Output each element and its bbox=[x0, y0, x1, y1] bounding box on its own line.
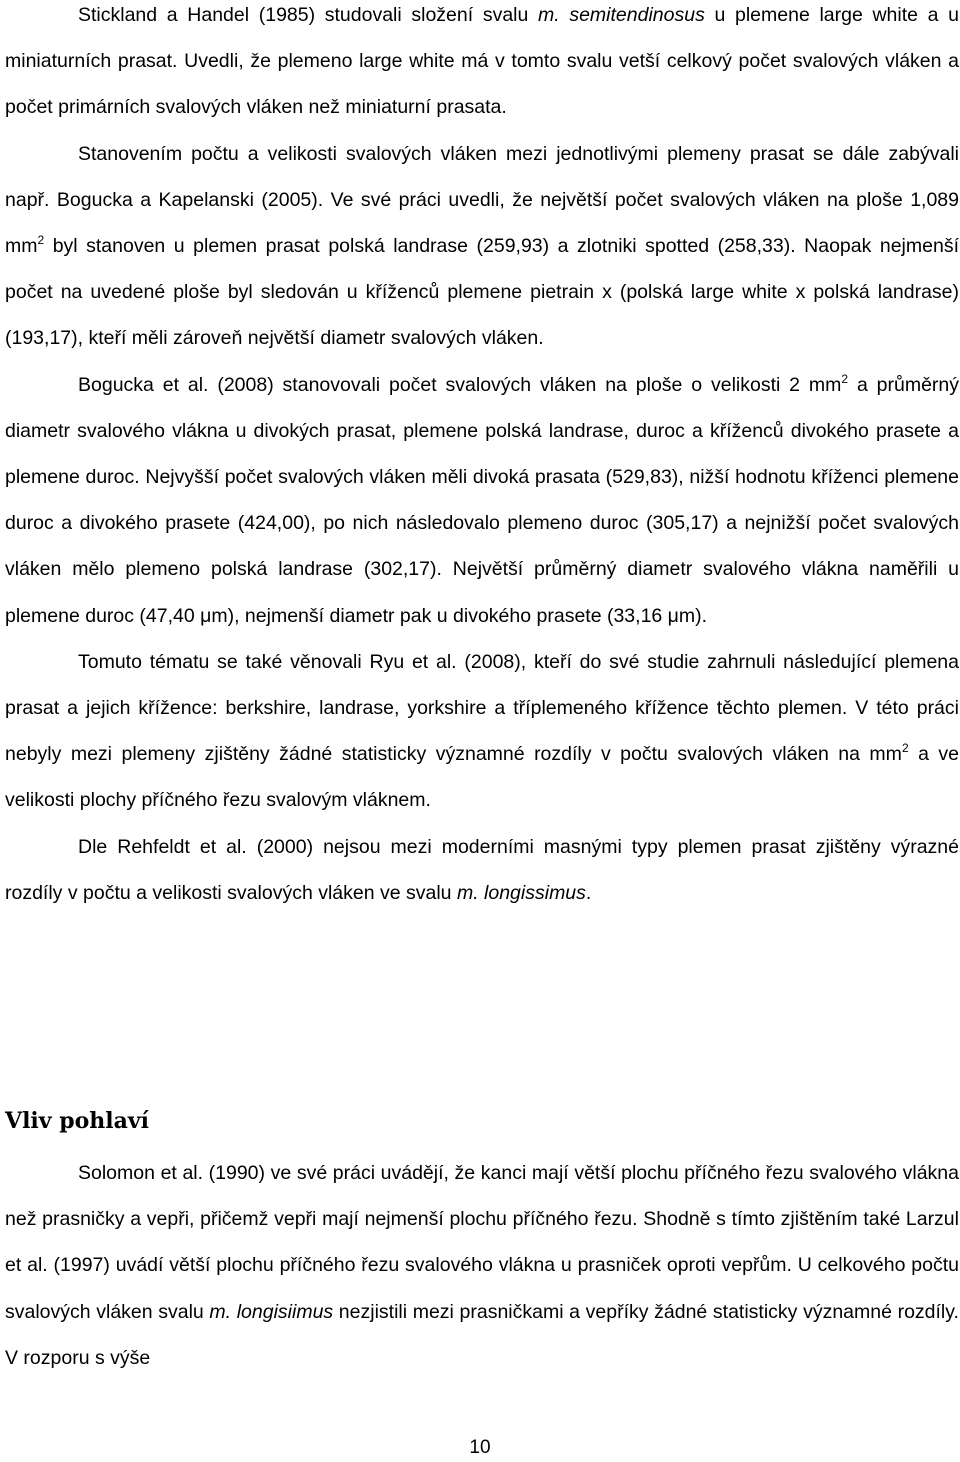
superscript: 2 bbox=[901, 741, 909, 756]
paragraph-text: nezjistili mezi prasničkami a vepříky žádné statisticky významné rozdíly. V rozporu s výše bbox=[5, 1300, 959, 1369]
paragraph-text: a průměrný diametr svalového vlákna u divokých prasat, plemene polská landrase, duroc a kříženců divokého prasete a plemene duroc. Nejvyšší počet svalových vláken měli divoká prasata (529,83), nižší hodnotu kříženci plemene duroc a divokého prasete (424,00), po nich následovalo plemeno duroc (305,17) a nejnižší počet svalových vláken mělo plemeno polská landrase (302,17). Největší průměrný diametr svalového vlákna naměřili u plemene duroc (47,40 μm), nejmenší diametr pak u divokého prasete (33,16 μm). bbox=[5, 373, 960, 627]
paragraph-text: Stickland a Handel (1985) studovali složení svalu bbox=[78, 4, 539, 26]
paragraph-text: Dle Rehfeldt et al. (2000) nejsou mezi moderními masnými typy plemen prasat zjištěny výrazné rozdíly v počtu a velikosti svalových vláken ve svalu bbox=[5, 835, 959, 904]
italic-term: m. longisiimus bbox=[209, 1300, 334, 1323]
section-heading: Vliv pohlaví bbox=[5, 1108, 150, 1134]
superscript: 2 bbox=[841, 371, 849, 386]
paragraph-stickland bbox=[5, 0, 959, 131]
paragraph-text: . bbox=[585, 881, 592, 904]
paragraph-text: Tomuto tématu se také věnovali Ryu et al. (2008), kteří do své studie zahrnuli následující plemena prasat a jejich křížence: berkshire, landrase, yorkshire a tříplemeného křížence těchto plemen. V této práci nebyly mezi plemeny zjištěny žádné statisticky významné rozdíly v počtu svalových vláken na mm bbox=[5, 650, 959, 766]
paragraph-bogucka-2008 bbox=[5, 362, 959, 639]
paragraph-solomon bbox=[5, 1150, 959, 1381]
paragraph-text: byl stanoven u plemen prasat polská landrase (259,93) a zlotniki spotted (258,33). Naopak nejmenší počet na uvedené ploše byl sledován u kříženců plemene pietrain x (polská large white x polská landrase)(193,17), kteří měli zároveň největší diametr svalových vláken. bbox=[5, 235, 959, 350]
paragraph-bogucka-kapelanski bbox=[5, 131, 959, 362]
italic-term: m. longissimus bbox=[456, 881, 586, 904]
page-number: 10 bbox=[469, 1437, 491, 1458]
paragraph-ryu bbox=[5, 639, 959, 824]
document-page bbox=[5, 0, 960, 1369]
paragraph-text: Stanovením počtu a velikosti svalových vláken mezi jednotlivými plemeny prasat se dále zabývali např. Bogucka a Kapelanski (2005). Ve své práci uvedli, že největší počet svalových vláken na ploše 1,089 mm bbox=[5, 142, 959, 258]
paragraph-rehfeldt bbox=[5, 824, 959, 916]
superscript: 2 bbox=[37, 233, 45, 248]
paragraph-text: Bogucka et al. (2008) stanovovali počet svalových vláken na ploše o velikosti 2 mm bbox=[78, 373, 842, 396]
paragraph-text: u plemene large white a u miniaturních prasat. Uvedli, že plemeno large white má v tomto svalu vetší celkový počet svalových vláken a počet primárních svalových vláken než miniaturní prasata. bbox=[5, 4, 959, 119]
italic-term: m. semitendinosus bbox=[538, 4, 705, 26]
paragraph-text: a ve velikosti plochy příčného řezu svalovým vláknem. bbox=[5, 743, 960, 812]
paragraph-text: Solomon et al. (1990) ve své práci uvádějí, že kanci mají větší plochu příčného řezu svalového vlákna než prasničky a vepři, přičemž vepři mají nejmenší plochu příčného řezu. Shodně s tímto zjištěním také Larzul et al. (1997) uvádí větší plochu příčného řezu svalového vlákna u prasniček oproti vepřům. U celkového počtu svalových vláken svalu bbox=[5, 1162, 959, 1323]
